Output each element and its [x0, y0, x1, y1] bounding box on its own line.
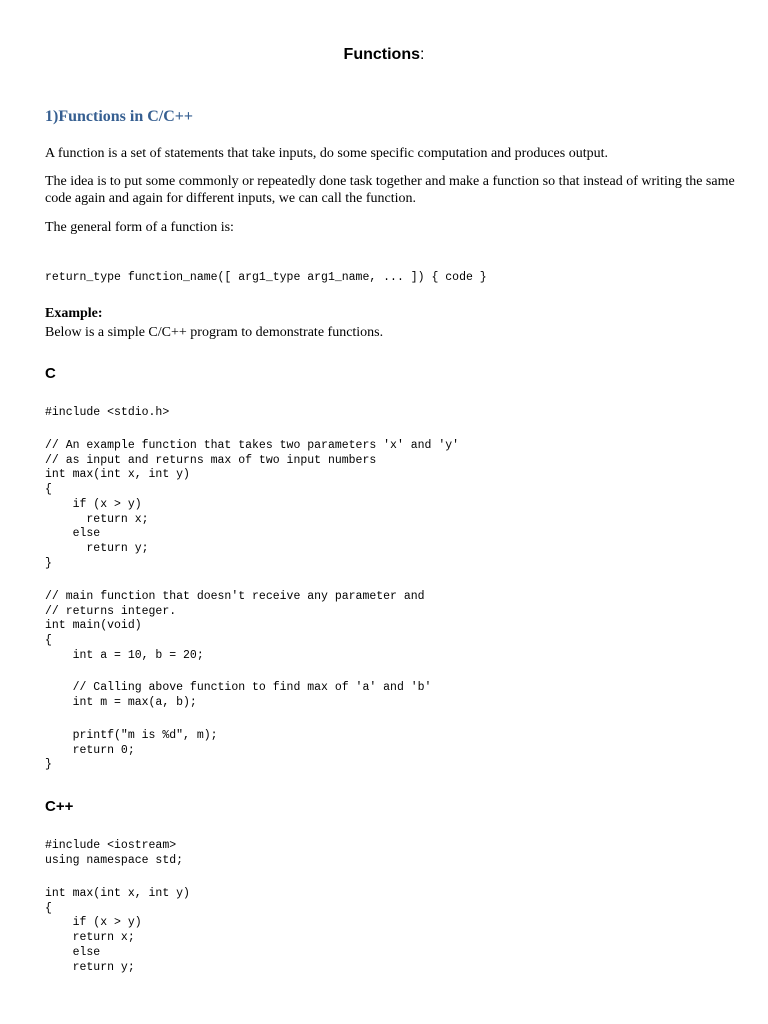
c-code-max-function: // An example function that takes two parameters 'x' and 'y' // as input and returns max of two input numbers int max(int x, int y) { if (x > y) return x; else return y; }: [45, 439, 460, 570]
c-code-include: #include <stdio.h>: [45, 406, 170, 419]
section-heading: 1)Functions in C/C++: [45, 108, 194, 125]
c-code-main-function: // main function that doesn't receive any parameter and // returns integer. int main(void) { int a = 10, b = 20;: [45, 590, 425, 662]
cpp-code-include: #include <iostream> using namespace std;: [45, 839, 184, 867]
c-code-printf-return: printf("m is %d", m); return 0; }: [45, 729, 218, 772]
document-title-text: Functions: [343, 46, 420, 63]
document-title-colon: :: [419, 46, 425, 63]
example-description: Below is a simple C/C++ program to demonstrate functions.: [45, 325, 384, 340]
paragraph-idea: The idea is to put some commonly or repeatedly done task together and make a function so that instead of writing the same code again and again for different inputs, we can call the function.: [45, 174, 735, 206]
cpp-language-label: C++: [45, 798, 74, 815]
example-label: Example:: [45, 306, 103, 321]
cpp-code-max-function: int max(int x, int y) { if (x > y) return x; else return y;: [45, 887, 190, 974]
c-language-label: C: [45, 365, 56, 382]
paragraph-general-form: The general form of a function is:: [45, 220, 234, 235]
general-form-code: return_type function_name([ arg1_type arg1_name, ... ]) { code }: [45, 271, 487, 284]
c-code-call-max: // Calling above function to find max of 'a' and 'b' int m = max(a, b);: [72, 681, 432, 709]
paragraph-definition: A function is a set of statements that take inputs, do some specific computation and produces output.: [45, 146, 608, 161]
document-title: [0, 46, 768, 64]
